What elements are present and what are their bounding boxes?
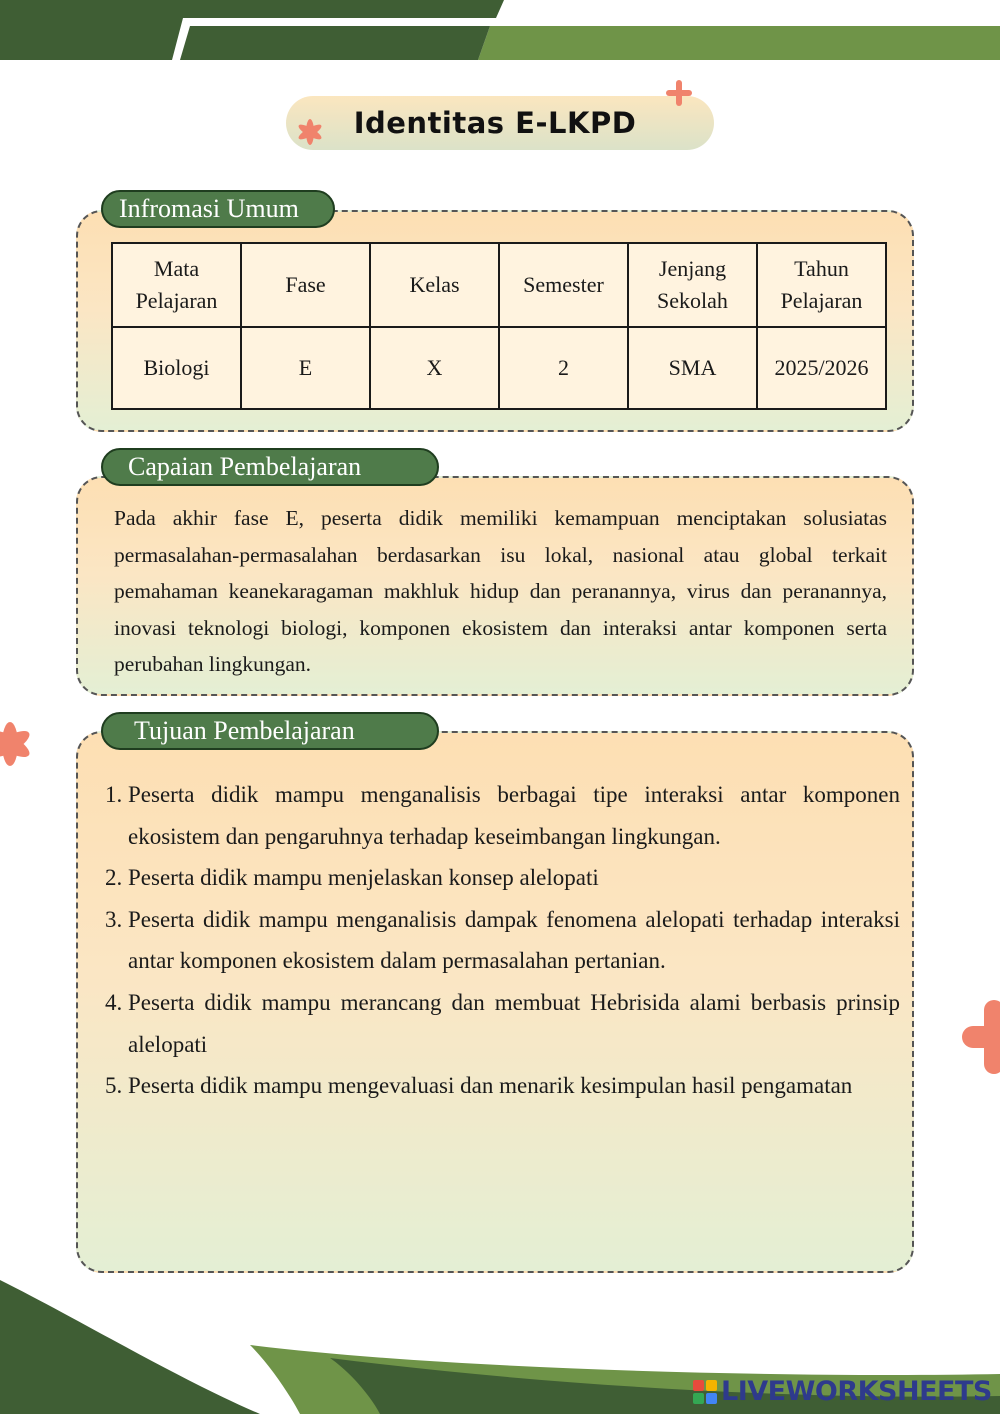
value-cell-school-year: 2025/2026 xyxy=(757,327,886,409)
value-cell-class: X xyxy=(370,327,499,409)
plus-blob-right-icon xyxy=(962,1000,1000,1074)
list-item: 2. Peserta didik mampu menjelaskan konsep alelopati xyxy=(105,865,599,891)
info-table xyxy=(111,242,887,410)
header-cell-class: Kelas xyxy=(370,243,499,327)
brand-text: LIVEWORKSHEETS xyxy=(721,1376,992,1407)
header-cell-semester: Semester xyxy=(499,243,628,327)
tujuan-label: Tujuan Pembelajaran xyxy=(101,712,439,750)
title-sparkles xyxy=(0,0,1000,200)
value-cell-semester: 2 xyxy=(499,327,628,409)
capaian-paragraph: Pada akhir fase E, peserta didik memiliki kemampuan menciptakan solusiatas permasalahan-permasalahan berdasarkan isu lokal, nasional atau global terkait pemahaman keanekaragaman makhluk hidup dan peranannya, virus dan peranannya, inovasi teknologi biologi, komponen ekosistem dan interaksi antar komponen serta perubahan lingkungan. xyxy=(114,506,887,677)
list-item: 3. Peserta didik mampu menganalisis dampak fenomena alelopati terhadap interaksi antar komponen ekosistem dalam permasalahan pertanian. xyxy=(105,906,900,974)
list-item: 4. Peserta didik mampu merancang dan membuat Hebrisida alami berbasis prinsip alelopati xyxy=(105,989,900,1057)
bottom-wave-dark xyxy=(0,1280,260,1414)
header-cell-phase: Fase xyxy=(241,243,370,327)
info-label: Infromasi Umum xyxy=(101,190,335,228)
flower-left-icon xyxy=(0,722,33,766)
header-cell-subject: Mata Pelajaran xyxy=(112,243,241,327)
liveworksheets-logo xyxy=(693,1376,992,1407)
table-row xyxy=(112,327,886,409)
value-cell-subject: Biologi xyxy=(112,327,241,409)
list-item: 1. Peserta didik mampu menganalisis berbagai tipe interaksi antar komponen ekosistem dan pengaruhnya terhadap keseimbangan lingkungan. xyxy=(105,782,900,849)
capaian-label: Capaian Pembelajaran xyxy=(101,448,439,486)
page-title: Identitas E-LKPD xyxy=(353,106,637,140)
header-cell-school-level: Jenjang Sekolah xyxy=(628,243,757,327)
header-cell-school-year: Tahun Pelajaran xyxy=(757,243,886,327)
logo-grid-icon xyxy=(693,1380,717,1404)
table-header-row xyxy=(112,243,886,327)
value-cell-phase: E xyxy=(241,327,370,409)
value-cell-school-level: SMA xyxy=(628,327,757,409)
sparkle-plus-icon xyxy=(666,80,692,106)
list-item: 5. Peserta didik mampu mengevaluasi dan menarik kesimpulan hasil pengamatan xyxy=(105,1073,853,1099)
sparkle-asterisk-icon xyxy=(297,119,324,145)
tujuan-list xyxy=(105,774,900,1107)
